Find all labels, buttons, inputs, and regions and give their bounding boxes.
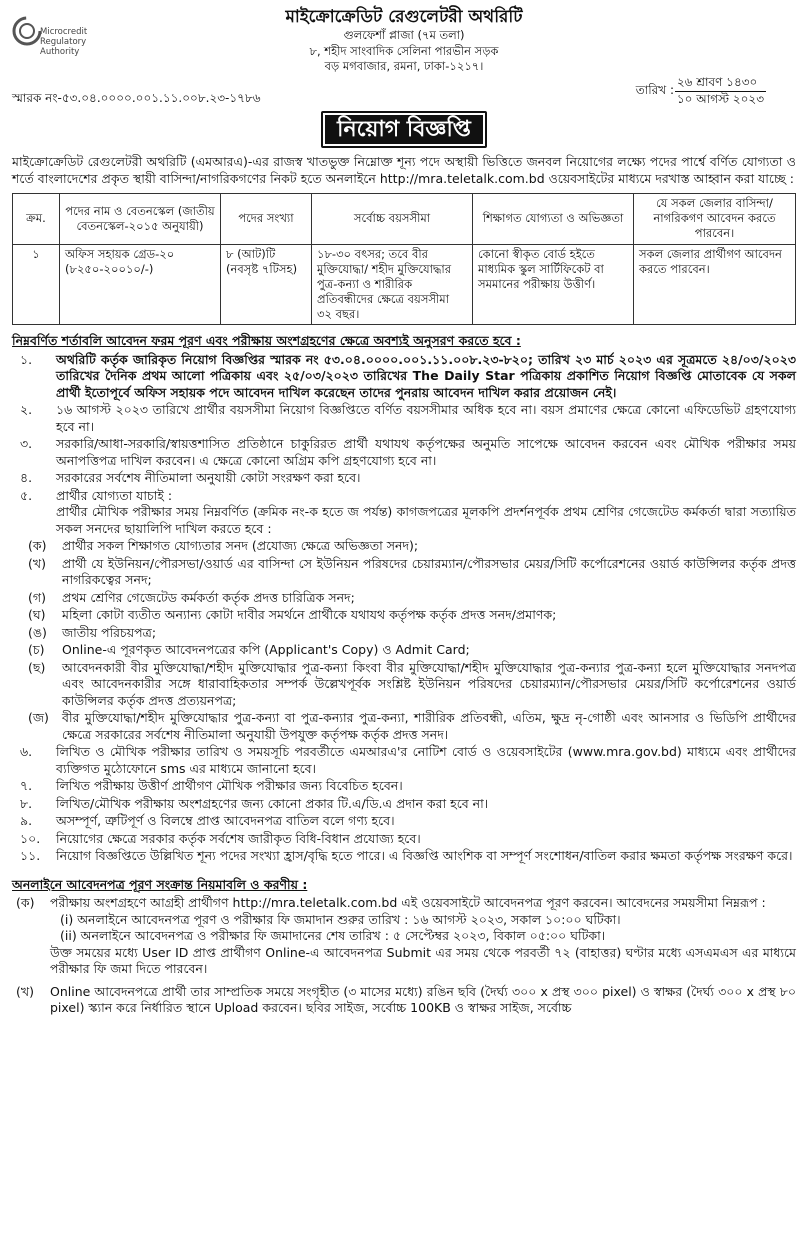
list-text: Online-এ পূরণকৃত আবেদনপত্রের কপি (Applicant's Copy) ও Admit Card; <box>62 642 470 658</box>
condition-item <box>12 352 796 402</box>
date-bangla: ২৬ শ্রাবণ ১৪৩০ <box>675 75 766 92</box>
cell-qualification: কোনো স্বীকৃত বোর্ড হইতে মাধ্যমিক স্কুল সার্টিফিকেট বা সমমানের পরীক্ষায় উত্তীর্ণ। <box>473 244 634 325</box>
letterhead <box>12 0 796 75</box>
condition-item <box>12 488 796 538</box>
condition-item <box>12 848 796 865</box>
condition-text: লিখিত পরীক্ষায় উত্তীর্ণ প্রার্থীগণ মৌখিক পরীক্ষার জন্য বিবেচিত হবেন। <box>56 778 403 794</box>
online-rule-item <box>12 895 796 978</box>
organization-name: মাইক্রোক্রেডিট রেগুলেটরী অথরিটি <box>285 7 523 27</box>
condition-text: সরকারের সর্বশেষ নীতিমালা অনুযায়ী কোটা সংরক্ষণ করা হবে। <box>56 470 361 486</box>
title-wrapper <box>12 111 796 148</box>
list-label: (জ) <box>28 710 49 726</box>
cell-age: ১৮-৩০ বৎসর; তবে বীর মুক্তিযোদ্ধা/ শহীদ মুক্তিযোদ্ধার পুত্র-কন্যা ও শারীরিক প্রতিবন্ধীদের ক্ষেত্রে বয়সসীমা ৩২ বছর। <box>312 244 473 325</box>
condition-item <box>12 402 796 435</box>
online-rule-text <box>50 895 796 978</box>
list-label: (খ) <box>28 555 46 571</box>
condition-number: ৩. <box>20 436 33 452</box>
online-rule-label: (খ) <box>16 983 34 999</box>
mra-logo <box>12 14 122 72</box>
condition-number: ২. <box>20 402 33 418</box>
condition-number: ৭. <box>20 778 33 794</box>
list-label: (ক) <box>28 538 47 554</box>
list-label: (ঘ) <box>28 607 46 623</box>
col-age: সর্বোচ্চ বয়সসীমা <box>312 194 473 245</box>
condition-text: সরকারি/আধা-সরকারি/স্বায়ত্তশাসিত প্রতিষ্ঠানে চাকুরিরত প্রার্থী যথাযথ কর্তৃপক্ষের অনুমতি সাপেক্ষে আবেদন করবেন এবং মৌখিক পরীক্ষার সময় অনাপত্তিপত্র দাখিল করবেন। এ ক্ষেত্রে কোনো অগ্রিম কপি গ্রহণযোগ্য হবে না। <box>56 436 796 468</box>
condition-text: ১৬ আগস্ট ২০২৩ তারিখে প্রার্থীর বয়সসীমা নিয়োগ বিজ্ঞপ্তিতে বর্ণিত বয়সসীমার অধিক হবে না। বয়স প্রমাণের ক্ষেত্রে কোনো এফিডেভিট গ্রহণযোগ্য হবে না। <box>56 402 796 434</box>
cell-post: অফিস সহায়ক গ্রেড-২০ (৮২৫০-২০০১০/-) <box>60 244 221 325</box>
eligibility-body: প্রার্থীর মৌখিক পরীক্ষার সময় নিম্নবর্ণিত (ক্রমিক নং-ক হতে জ পর্যন্ত) কাগজপত্রের মূলকপি প্রদর্শনপূর্বক প্রথম শ্রেণির গেজেটেড কর্মকর্তা দ্বারা সত্যায়িত সকল সনদের ছায়ালিপি দাখিল করতে হবে : <box>56 504 796 536</box>
logo-emblem-icon <box>12 16 42 46</box>
condition-text: লিখিত/মৌখিক পরীক্ষায় অংশগ্রহণের জন্য কোনো প্রকার টি.এ/ডি.এ প্রদান করা হবে না। <box>56 795 489 811</box>
online-rule-text: Online আবেদনপত্রে প্রার্থী তার সাম্প্রতিক সময়ে সংগৃহীত (৩ মাসের মধ্যে) রঙিন ছবি (দৈর্ঘ্য ৩০০ x প্রস্থ ৩০০ pixel) ও স্বাক্ষর (দৈর্ঘ্য ৩০০ x প্রস্থ ৮০ pixel) স্ক্যান করে নির্ধারিত স্থানে Upload করবেন। ছবির সাইজ, সর্বোচ্চ 100KB ও স্বাক্ষর সাইজ, সর্বোচ্চ <box>50 983 796 1016</box>
list-label: (ঙ) <box>28 624 47 640</box>
col-qualification: শিক্ষাগত যোগ্যতা ও অভিজ্ঞতা <box>473 194 634 245</box>
list-item <box>28 642 796 659</box>
condition-item <box>12 436 796 469</box>
col-count: পদের সংখ্যা <box>221 194 312 245</box>
list-item <box>28 538 796 555</box>
col-post: পদের নাম ও বেতনস্কেল (জাতীয় বেতনস্কেল-২০১৫ অনুযায়ী) <box>60 194 221 245</box>
address-line-2: ৮, শহীদ সাংবাদিক সেলিনা পারভীন সড়ক <box>309 43 499 58</box>
address-line-3: বড় মগবাজার, রমনা, ঢাকা-১২১৭। <box>324 59 484 74</box>
condition-number: ১০. <box>20 830 41 846</box>
condition-text: নিয়োগ বিজ্ঞপ্তিতে উল্লিখিত শূন্য পদের সংখ্যা হ্রাস/বৃদ্ধি হতে পারে। এ বিজ্ঞপ্তি আংশিক বা সম্পূর্ণ সংশোধন/বাতিল করার ক্ষমতা কর্তৃপক্ষ সংরক্ষণ করে। <box>56 848 793 864</box>
table-header-row <box>13 194 796 245</box>
list-item <box>28 710 796 743</box>
list-text: প্রার্থী যে ইউনিয়ন/পৌরসভা/ওয়ার্ড এর বাসিন্দা সে ইউনিয়ন পরিষদের চেয়ারম্যান/পৌরসভার মেয়র/সিটি কর্পোরেশনের ওয়ার্ড কাউন্সিলর কর্তৃক প্রদত্ত নাগরিকত্বের সনদ; <box>62 555 796 588</box>
memo-number: স্মারক নং-৫৩.০৪.০০০০.০০১.১১.০০৮.২৩-১৭৮৬ <box>12 90 261 105</box>
list-label: (চ) <box>28 642 45 658</box>
logo-text: Microcredit Regulatory Authority <box>40 27 88 57</box>
online-rule-intro: পরীক্ষায় অংশগ্রহণে আগ্রহী প্রার্থীগণ http://mra.teletalk.com.bd এই ওয়েবসাইটে আবেদনপত্র পূরণ করবেন। আবেদনের সময়সীমা নিম্নরূপ : <box>50 895 766 911</box>
date-label: তারিখ : <box>635 82 674 97</box>
intro-paragraph: মাইক্রোক্রেডিট রেগুলেটরী অথরিটি (এমআরএ)-এর রাজস্ব খাতভুক্ত নিম্নোক্ত শূন্য পদে অস্থায়ী ভিত্তিতে জনবল নিয়োগের লক্ষ্যে পদের পার্শ্বে বর্ণিত যোগ্যতা ও শর্তে বাংলাদেশের প্রকৃত স্থায়ী বাসিন্দা/নাগরিকগণের নিকট হতে অনলাইনে http://mra.teletalk.com.bd ওয়েবসাইটের মাধ্যমে দরখাস্ত আহ্বান করা যাচ্ছে : <box>12 154 796 186</box>
condition-item <box>12 813 796 830</box>
condition-number: ১১. <box>20 848 41 864</box>
condition-number: ১. <box>20 351 33 367</box>
list-text: জাতীয় পরিচয়পত্র; <box>62 624 157 640</box>
condition-number: ৫. <box>20 487 33 503</box>
vacancy-table <box>12 193 796 325</box>
table-row <box>13 244 796 325</box>
online-end-date: (ii) অনলাইনে আবেদনপত্র ও পরীক্ষার ফি জমাদানের শেষ তারিখ : ৫ সেপ্টেম্বর ২০২৩, বিকাল ০৫:০০ ঘটিকা। <box>60 928 606 944</box>
condition-number: ৬. <box>20 744 33 760</box>
cell-serial: ১ <box>13 244 60 325</box>
col-serial: ক্রম. <box>13 194 60 245</box>
list-label: (গ) <box>28 589 46 605</box>
list-text: বীর মুক্তিযোদ্ধা/শহীদ মুক্তিযোদ্ধার পুত্র-কন্যা বা পুত্র-কন্যার পুত্র-কন্যা, শারীরিক প্রতিবন্ধী, এতিম, ক্ষুদ্র নৃ-গোষ্ঠী এবং আনসার ও ভিডিপি প্রার্থীদের ক্ষেত্রে সরকারের সর্বশেষ নীতিমালা অনুযায়ী উপযুক্ত কর্তৃপক্ষ কর্তৃক প্রদত্ত সনদ। <box>62 710 796 742</box>
list-label: (ছ) <box>28 659 46 675</box>
condition-text: লিখিত ও মৌখিক পরীক্ষার তারিখ ও সময়সূচি পরবর্তীতে এমআরএ'র নোটিশ বোর্ড ও ওয়েবসাইটের (www.mra.gov.bd) মাধ্যমে এবং প্রার্থীদের ব্যক্তিগত মুঠোফোনে sms এর মাধ্যমে জানানো হবে। <box>56 744 796 776</box>
list-item <box>28 556 796 589</box>
date-block <box>635 74 766 108</box>
condition-number: ৪. <box>20 470 33 486</box>
online-rules-title: অনলাইনে আবেদনপত্র পূরণ সংক্রান্ত নিয়মাবলি ও করণীয় : <box>12 876 308 892</box>
list-text: আবেদনকারী বীর মুক্তিযোদ্ধা/শহীদ মুক্তিযোদ্ধার পুত্র-কন্যা কিংবা বীর মুক্তিযোদ্ধা/শহীদ মুক্তিযোদ্ধার পুত্র-কন্যার পুত্র-কন্যা হলে মুক্তিযোদ্ধার সনদপত্র এবং আবেদনকারীর সঙ্গে ধারাবাহিকতার সম্পর্ক উল্লেখপূর্বক সংশ্লিষ্ট ইউনিয়ন পরিষদের চেয়ারম্যান/পৌরসভার মেয়র/সিটি কর্পোরেশনের ওয়ার্ড কাউন্সিলর কর্তৃক প্রদত্ত প্রত্যয়নপত্র; <box>62 659 796 708</box>
condition-item <box>12 470 796 487</box>
condition-item <box>12 778 796 795</box>
condition-item <box>12 744 796 777</box>
condition-number: ৯. <box>20 813 33 829</box>
condition-item <box>12 831 796 848</box>
condition-item <box>12 796 796 813</box>
list-item <box>28 625 796 642</box>
condition-text <box>56 488 796 538</box>
date-english: ১০ আগস্ট ২০২৩ <box>676 91 764 106</box>
cell-count: ৮ (আট)টি (নবসৃষ্ট ৭টিসহ) <box>221 244 312 325</box>
document-list <box>12 538 796 743</box>
online-rule-item <box>12 984 796 1017</box>
condition-text: অথরিটি কর্তৃক জারিকৃত নিয়োগ বিজ্ঞপ্তির স্মারক নং ৫৩.০৪.০০০০.০০১.১১.০০৮.২৩-৮২০; তারিখ ২৩ মার্চ ২০২৩ এর সূত্রমতে ২৪/০৩/২০২৩ তারিখের দৈনিক প্রথম আলো পত্রিকায় এবং ২৫/০৩/২০২৩ তারিখের The Daily Star পত্রিকায় প্রকাশিত নিয়োগ বিজ্ঞপ্তি মোতাবেক যে সকল প্রার্থী ইতোপূর্বে অফিস সহায়ক পদে আবেদন দাখিল করেছেন তাদের পুনরায় আবেদন দাখিল করার প্রয়োজন নেই। <box>56 351 796 400</box>
condition-number: ৮. <box>20 795 33 811</box>
condition-text: নিয়োগের ক্ষেত্রে সরকার কর্তৃক সর্বশেষ জারীকৃত বিধি-বিধান প্রযোজ্য হবে। <box>56 830 421 846</box>
list-item <box>28 660 796 710</box>
list-item <box>28 607 796 624</box>
online-start-date: (i) অনলাইনে আবেদনপত্র পূরণ ও পরীক্ষার ফি জমাদান শুরুর তারিখ : ১৬ আগস্ট ২০২৩, সকাল ১০:০০ ঘটিকা। <box>60 911 621 927</box>
col-districts: যে সকল জেলার বাসিন্দা/নাগরিকগণ আবেদন করতে পারবেন। <box>634 194 796 245</box>
eligibility-heading: প্রার্থীর যোগ্যতা যাচাই : <box>56 487 173 503</box>
list-text: প্রথম শ্রেণির গেজেটেড কর্মকর্তা কর্তৃক প্রদত্ত চারিত্রিক সনদ; <box>62 589 355 605</box>
condition-text: অসম্পূর্ণ, ত্রুটিপূর্ণ ও বিলম্বে প্রাপ্ত আবেদনপত্র বাতিল বলে গণ্য হবে। <box>56 813 395 829</box>
online-rule-label: (ক) <box>16 895 35 911</box>
address-line-1: গুলফেশাঁ প্লাজা (৭ম তলা) <box>343 28 465 43</box>
conditions-title: নিম্নবর্ণিত শর্তাবলি আবেদন ফরম পূরণ এবং পরীক্ষায় অংশগ্রহণের ক্ষেত্রে অবশ্যই অনুসরণ করতে হবে : <box>12 333 521 349</box>
reference-row <box>12 75 796 109</box>
list-item <box>28 590 796 607</box>
online-rule-after: উক্ত সময়ের মধ্যে User ID প্রাপ্ত প্রার্থীগণ Online-এ আবেদনপত্র Submit এর সময় থেকে পরবর্তী ৭২ (বাহাত্তর) ঘণ্টার মধ্যে এসএমএস এর মাধ্যমে পরীক্ষার ফি জমা দিতে পারবেন। <box>50 944 796 977</box>
list-text: মহিলা কোটা ব্যতীত অন্যান্য কোটা দাবীর সমর্থনে প্রার্থীকে যথাযথ কর্তৃপক্ষ কর্তৃক প্রদত্ত সনদ/প্রমাণক; <box>62 607 557 623</box>
notice-title: নিয়োগ বিজ্ঞপ্তি <box>321 111 487 148</box>
cell-districts: সকল জেলার প্রার্থীগণ আবেদন করতে পারবেন। <box>634 244 796 325</box>
list-text: প্রার্থীর সকল শিক্ষাগত যোগ্যতার সনদ (প্রযোজ্য ক্ষেত্রে অভিজ্ঞতা সনদ); <box>62 538 419 554</box>
